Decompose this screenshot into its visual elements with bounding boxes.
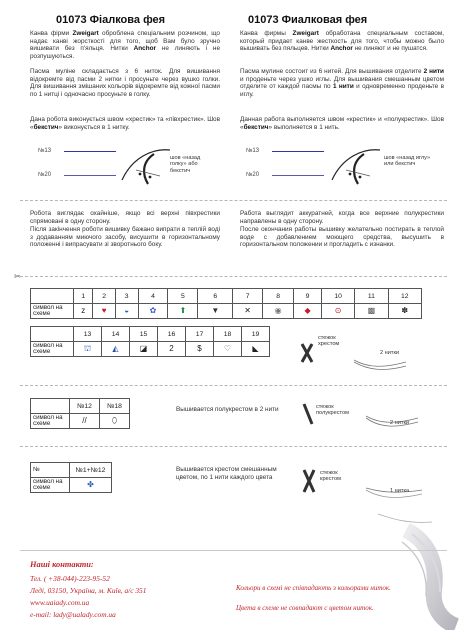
table-cell (102, 342, 130, 357)
right-paragraph-2: Пасма мулине состоит из 6 нитей. Для вышивания отделите 2 нити и проденьте через ушко иглы. Для вышивания смешанным цветом отделите от каждой пасмы по 1 нити и одновременно проденьте в иглу. (240, 68, 444, 98)
symbol-row-label: символ на схеме (31, 414, 70, 429)
table-cell (100, 414, 130, 429)
table-cell (263, 304, 294, 319)
right-paragraph-5: После окончания работы вышивку желательно постирать в теплой воде с добавлением моющего средства, высушить в горизонтальном положении и прогладить с изнанки. (240, 226, 444, 249)
table-cell (138, 304, 168, 319)
symbol-table-4 (30, 462, 112, 493)
needle-label-right: шов «назад иглу» или бекстич (384, 155, 431, 168)
table-cell: 18 (214, 327, 242, 342)
table-row (31, 478, 112, 493)
table-cell: 15 (130, 327, 158, 342)
table-cell (242, 342, 270, 357)
symbol-table-2 (30, 326, 270, 357)
thread-line-20-left (64, 175, 116, 176)
symbol-9: ◆ (304, 306, 311, 315)
symbol-14: ◭ (112, 344, 119, 353)
table-cell (31, 327, 74, 342)
table-row (31, 414, 130, 429)
symbol-half-cross-18: ⬯ (111, 416, 118, 425)
thread-line-13-right (272, 151, 324, 152)
cross-stitch-illustration (296, 338, 416, 378)
right-paragraph-1: Канва фирмы Zweigart обработана специальным составом, который придает канве жесткость для того, чтобы можно было вышивать без пяльцев. Нитки Anchor не линяют и не пушатся. (240, 30, 444, 53)
left-paragraph-1: Канва фірми Zweigart оброблена спеціальним розчином, що надає канві жорсткості для того, щоб Вам було зручно вишивати без п'яльця. Нитки Anchor не линяють і не розпушуються. (30, 30, 220, 60)
left-paragraph-4: Робота виглядає охайніше, якщо всі верхні півхрестики спрямовані в одну сторону. (30, 210, 220, 225)
table-cell (355, 304, 388, 319)
needle-label-left: шов «назад голку» або бекстич (170, 155, 201, 174)
contacts-phone[interactable]: Тел. ( +38-044)-223-95-52 (30, 574, 110, 583)
stitch-half-label: стежок полукрестом (316, 404, 349, 417)
table-cell (198, 304, 233, 319)
divider (20, 550, 447, 551)
color-note-ru: Цвета в схеме не совпадают с цветом ниток. (236, 604, 374, 612)
right-paragraph-4: Работа выглядит аккуратней, когда все верхние полукрестики направлены в одну сторону. (240, 210, 444, 225)
symbol-19: ◣ (252, 344, 259, 353)
divider (20, 200, 447, 201)
table-cell: 17 (186, 327, 214, 342)
symbol-2: ♥ (101, 306, 107, 315)
right-title: 01073 Фиалковая фея (248, 14, 368, 26)
table-row (31, 327, 270, 342)
table-cell: 9 (294, 289, 322, 304)
symbol-5: ⬆ (179, 306, 187, 315)
table-cell (130, 342, 158, 357)
thread-label-13-left: №13 (38, 148, 52, 154)
table-cell: 10 (321, 289, 354, 304)
table-cell: № (31, 463, 70, 478)
table-cell (214, 342, 242, 357)
table-cell (93, 304, 115, 319)
table-cell (186, 342, 214, 357)
symbol-12: ✽ (401, 306, 409, 315)
divider (20, 446, 447, 447)
symbol-10: ⊙ (334, 306, 342, 315)
table-row (31, 304, 422, 319)
thread-label-20-left: №20 (38, 172, 52, 178)
table-cell: 1 (74, 289, 93, 304)
table-cell (74, 342, 102, 357)
symbol-7: ✕ (244, 306, 251, 315)
thread-label-20-right: №20 (246, 172, 260, 178)
table-row (31, 463, 112, 478)
symbol-row-label: символ на схеме (31, 342, 74, 357)
table-cell (233, 304, 263, 319)
left-title: 01073 Фіалкова фея (56, 14, 166, 26)
table-cell: 3 (115, 289, 138, 304)
left-paragraph-5: Після закінчення роботи вишивку бажано випрати в теплій воді з додаванням миючого засобу, висушити в горизонтальному положенні і випрасувати зі зворотнього боку. (30, 226, 220, 249)
table-cell: 6 (198, 289, 233, 304)
table-cell (158, 342, 186, 357)
needle-backstitch-icon-right (330, 140, 390, 194)
table-cell: 14 (102, 327, 130, 342)
table-cell (74, 304, 93, 319)
table-cell (31, 399, 70, 414)
symbol-18: ♡ (223, 344, 232, 353)
stitch-cross-label: стежок хрестом (318, 335, 340, 348)
symbol-4: ✿ (149, 306, 157, 315)
table-cell: 12 (388, 289, 421, 304)
table-cell (294, 304, 322, 319)
table-cell: 4 (138, 289, 168, 304)
table-cell: 8 (263, 289, 294, 304)
stitch-2-threads-label: 2 нитки (390, 420, 410, 426)
table-cell (31, 289, 74, 304)
contacts-title: Наші контакти: (30, 560, 94, 569)
table-cell (70, 478, 112, 493)
symbol-table-3 (30, 398, 130, 429)
symbol-16: 2 (169, 344, 174, 353)
thread-line-13-left (64, 151, 116, 152)
table-cell: 2 (93, 289, 115, 304)
contacts-website[interactable]: www.uaiady.com.ua (30, 598, 90, 607)
symbol-half-cross-12: // (82, 416, 87, 425)
table-cell (388, 304, 421, 319)
table-cell: №1+№12 (70, 463, 112, 478)
stitch-cross-label: стежок крестом (320, 470, 341, 483)
symbol-blend: ✤ (87, 480, 94, 489)
symbol-11: ▩ (367, 306, 376, 315)
thread-label-13-right: №13 (246, 148, 260, 154)
symbol-13: ⛫ (83, 344, 92, 353)
table-cell: №12 (70, 399, 100, 414)
right-paragraph-3: Данная работа выполняется швом «крестик» и «полукрестик». Шов «бекстич» выполняется в 1 нить. (240, 116, 444, 131)
symbol-1: z (81, 306, 86, 315)
divider (20, 385, 447, 386)
table-cell (70, 414, 100, 429)
contacts-email[interactable]: e-mail: lady@ualady.com.ua (30, 610, 116, 619)
symbol-row-label: символ на схеме (31, 478, 70, 493)
metallic-thread-image (396, 520, 466, 630)
symbol-table-1 (30, 288, 422, 319)
stitch-2-threads-label: 2 нитки (380, 350, 400, 356)
table-cell: 11 (355, 289, 388, 304)
table-cell: 16 (158, 327, 186, 342)
symbol-15: ◪ (139, 344, 148, 353)
scissors-icon: ✂ (14, 272, 21, 281)
color-note-ua: Кольори в схемі не співпадають з кольорами ниток. (236, 584, 391, 592)
thread-line-20-right (272, 175, 324, 176)
contacts-address: Леді, 03150, Україна, м. Київ, а/с 351 (30, 586, 147, 595)
table-cell: 7 (233, 289, 263, 304)
stitch-1-thread-label: 1 нитка (390, 488, 410, 494)
symbol-17: $ (197, 344, 202, 353)
symbol-3: ◒ (124, 306, 130, 315)
table-row (31, 289, 422, 304)
table4-description: Вышивается крестом смешанным цветом, по 1 нити каждого цвета (176, 466, 277, 481)
table-cell: 19 (242, 327, 270, 342)
left-paragraph-2: Пасма муліне складається з 6 ниток. Для вишивання відокремте від пасми 2 нитки і просуньте через вушко голки. Для вишивання змішаних кольорів відокремте від кожної пасми по 1 нитці і одночасно просуньте в голку. (30, 68, 220, 98)
table3-description: Вышивается полукрестом в 2 нити (176, 406, 279, 413)
table-cell: №18 (100, 399, 130, 414)
symbol-row-label: символ на схеме (31, 304, 74, 319)
left-paragraph-3: Дана робота виконується швом «хрестик» та «півхрестик». Шов «бекстич» виконується в 1 нитку. (30, 116, 220, 131)
symbol-6: ▼ (211, 306, 220, 315)
table-cell (321, 304, 354, 319)
symbol-8: ◉ (274, 306, 282, 315)
divider (20, 276, 447, 277)
table-row (31, 399, 130, 414)
table-cell: 13 (74, 327, 102, 342)
table-cell (115, 304, 138, 319)
table-cell (168, 304, 198, 319)
table-cell: 5 (168, 289, 198, 304)
table-row (31, 342, 270, 357)
